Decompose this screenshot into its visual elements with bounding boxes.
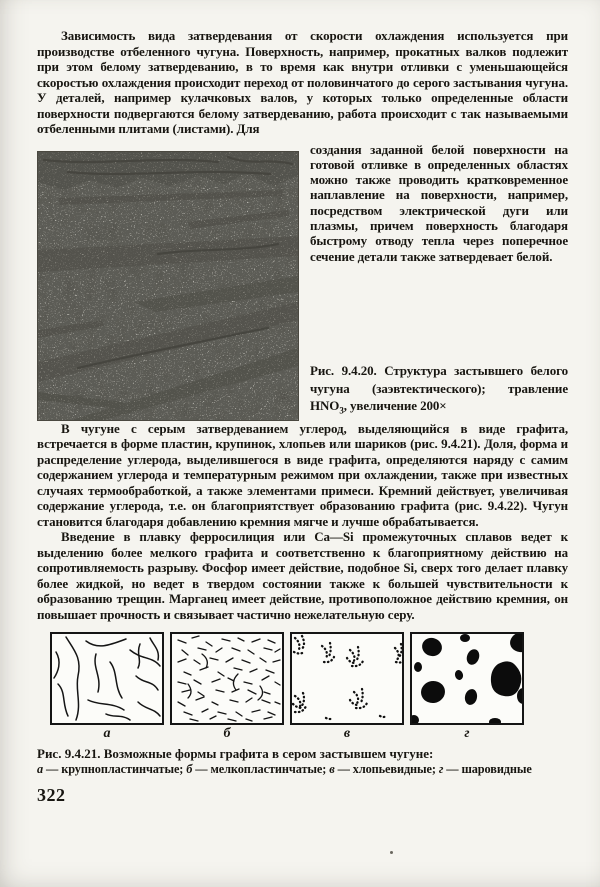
item-letter-v: в <box>329 762 335 776</box>
panel-label-b: б <box>223 726 231 741</box>
panel-spheroidal <box>410 632 524 725</box>
paragraph-ferrosilicon: Введение в плавку ферросилиция или Ca—Si промежуточных сплавов ведет к выделению более мелкого графита и соответственно к благоприятному действию на сопротивляемость разрыву. Фосфор имеет действие, подобное Si, сверх того делает плавку более жидкой, но ведет в твердом состоянии также к большей чувствительности к образованию трещин. Марганец имеет действие, противоположное действию кремния, он повышает прочность и связывает частично нежелательную серу. <box>37 529 568 622</box>
item-letter-a: а <box>37 762 44 776</box>
panel-row <box>50 632 524 725</box>
item-text-b: — мелкопластинчатые; <box>192 762 330 776</box>
item-text-a: — крупнопластинчатые; <box>43 762 187 776</box>
panel-label-a: а <box>103 726 111 741</box>
paragraph-solidification: Зависимость вида затвердевания от скорости охлаждения используется при производстве отбеленного чугуна. Поверхность, например, прокатных валков подлежит при этом белому затвердеванию, в то время как внутри отливки с уменьшающейся скоростью охлаждения происходит переход от половинчатого до серого застывания чугуна. У деталей, например кулачковых валов, у которых только определенные области поверхности подвергаются белому затвердеванию, работа происходит с так называемыми отбеленными плитами (листами). Для <box>37 28 568 136</box>
panel-label-g: г <box>464 726 470 741</box>
white-cast-iron-micrograph <box>37 151 299 421</box>
fine-lamellar-graphite-drawing <box>172 634 282 723</box>
caption-item <box>329 762 439 776</box>
spheroidal-graphite-drawing <box>412 634 522 723</box>
caption-item <box>186 762 329 776</box>
figure-9-4-21-items <box>37 762 568 778</box>
figure-9-4-20-caption-text: Структура застывшего белого чугуна (заэвтектического); травление HNO <box>310 363 568 414</box>
figure-9-4-20-caption <box>310 362 568 420</box>
page-content <box>37 28 568 806</box>
panel-fine-lamellar <box>170 632 284 725</box>
item-letter-b: б <box>186 762 193 776</box>
figure-9-4-21-caption <box>37 746 568 778</box>
flake-graphite-clusters-drawing <box>292 634 402 723</box>
figure-9-4-20-label: Рис. 9.4.20. <box>310 363 377 379</box>
scan-speck-artifact <box>390 851 393 854</box>
micrograph-wrap <box>37 142 299 421</box>
paragraph-gray-iron: В чугуне с серым затвердеванием углерод, выделяющийся в виде графита, встречается в форме пластин, крупинок, хлопьев или шариков (рис. 9.4.21). Доля, форма и распределение углерода, выделившегося в виде графита, определяются наряду с самим содержанием углерода и температурным режимом при охлаждении, также при известных случаях термообработкой, а также элементами примеси. Кремний действует, увеличивая содержание углерода, т.е. он благоприятствует образованию графита (рис. 9.4.22). Чугун становится благодаря добавлению кремния мягче и лучше обрабатывается. <box>37 420 568 529</box>
item-text-v: — хлопьевидные; <box>334 762 439 776</box>
panel-coarse-lamellar <box>50 632 164 725</box>
item-letter-g: г <box>438 762 444 776</box>
caption-item <box>37 762 186 776</box>
coarse-lamellar-graphite-drawing <box>52 634 162 723</box>
paragraph-solidification-continued: создания заданной белой поверхности на готовой отливке в определенных областях можно также проводить кратковременное наплавление на поверхности, например, посредством электрической дуги или плазмы, причем поверхность благодаря быстрому отводу тепла через поперечное сечение детали также затвердевает белой. <box>310 141 568 264</box>
item-text-g: — шаровидные <box>443 762 532 776</box>
caption-item <box>439 762 532 776</box>
figure-9-4-20-block <box>37 142 568 421</box>
page-number: 322 <box>37 784 66 805</box>
figure-side-column <box>310 142 568 421</box>
panel-labels <box>50 726 524 742</box>
figure-9-4-21-label: Рис. 9.4.21. <box>37 746 101 761</box>
figure-9-4-20-caption-tail: , увеличение 200× <box>343 398 447 414</box>
figure-9-4-21-title-text: Возможные формы графита в сером застывшем чугуне: <box>100 746 434 761</box>
panel-label-v: в <box>343 726 351 741</box>
panel-flake-clusters <box>290 632 404 725</box>
formula-subscript: 3 <box>339 405 344 416</box>
figure-9-4-21-panels <box>50 632 524 742</box>
figure-9-4-21-title <box>37 746 568 762</box>
